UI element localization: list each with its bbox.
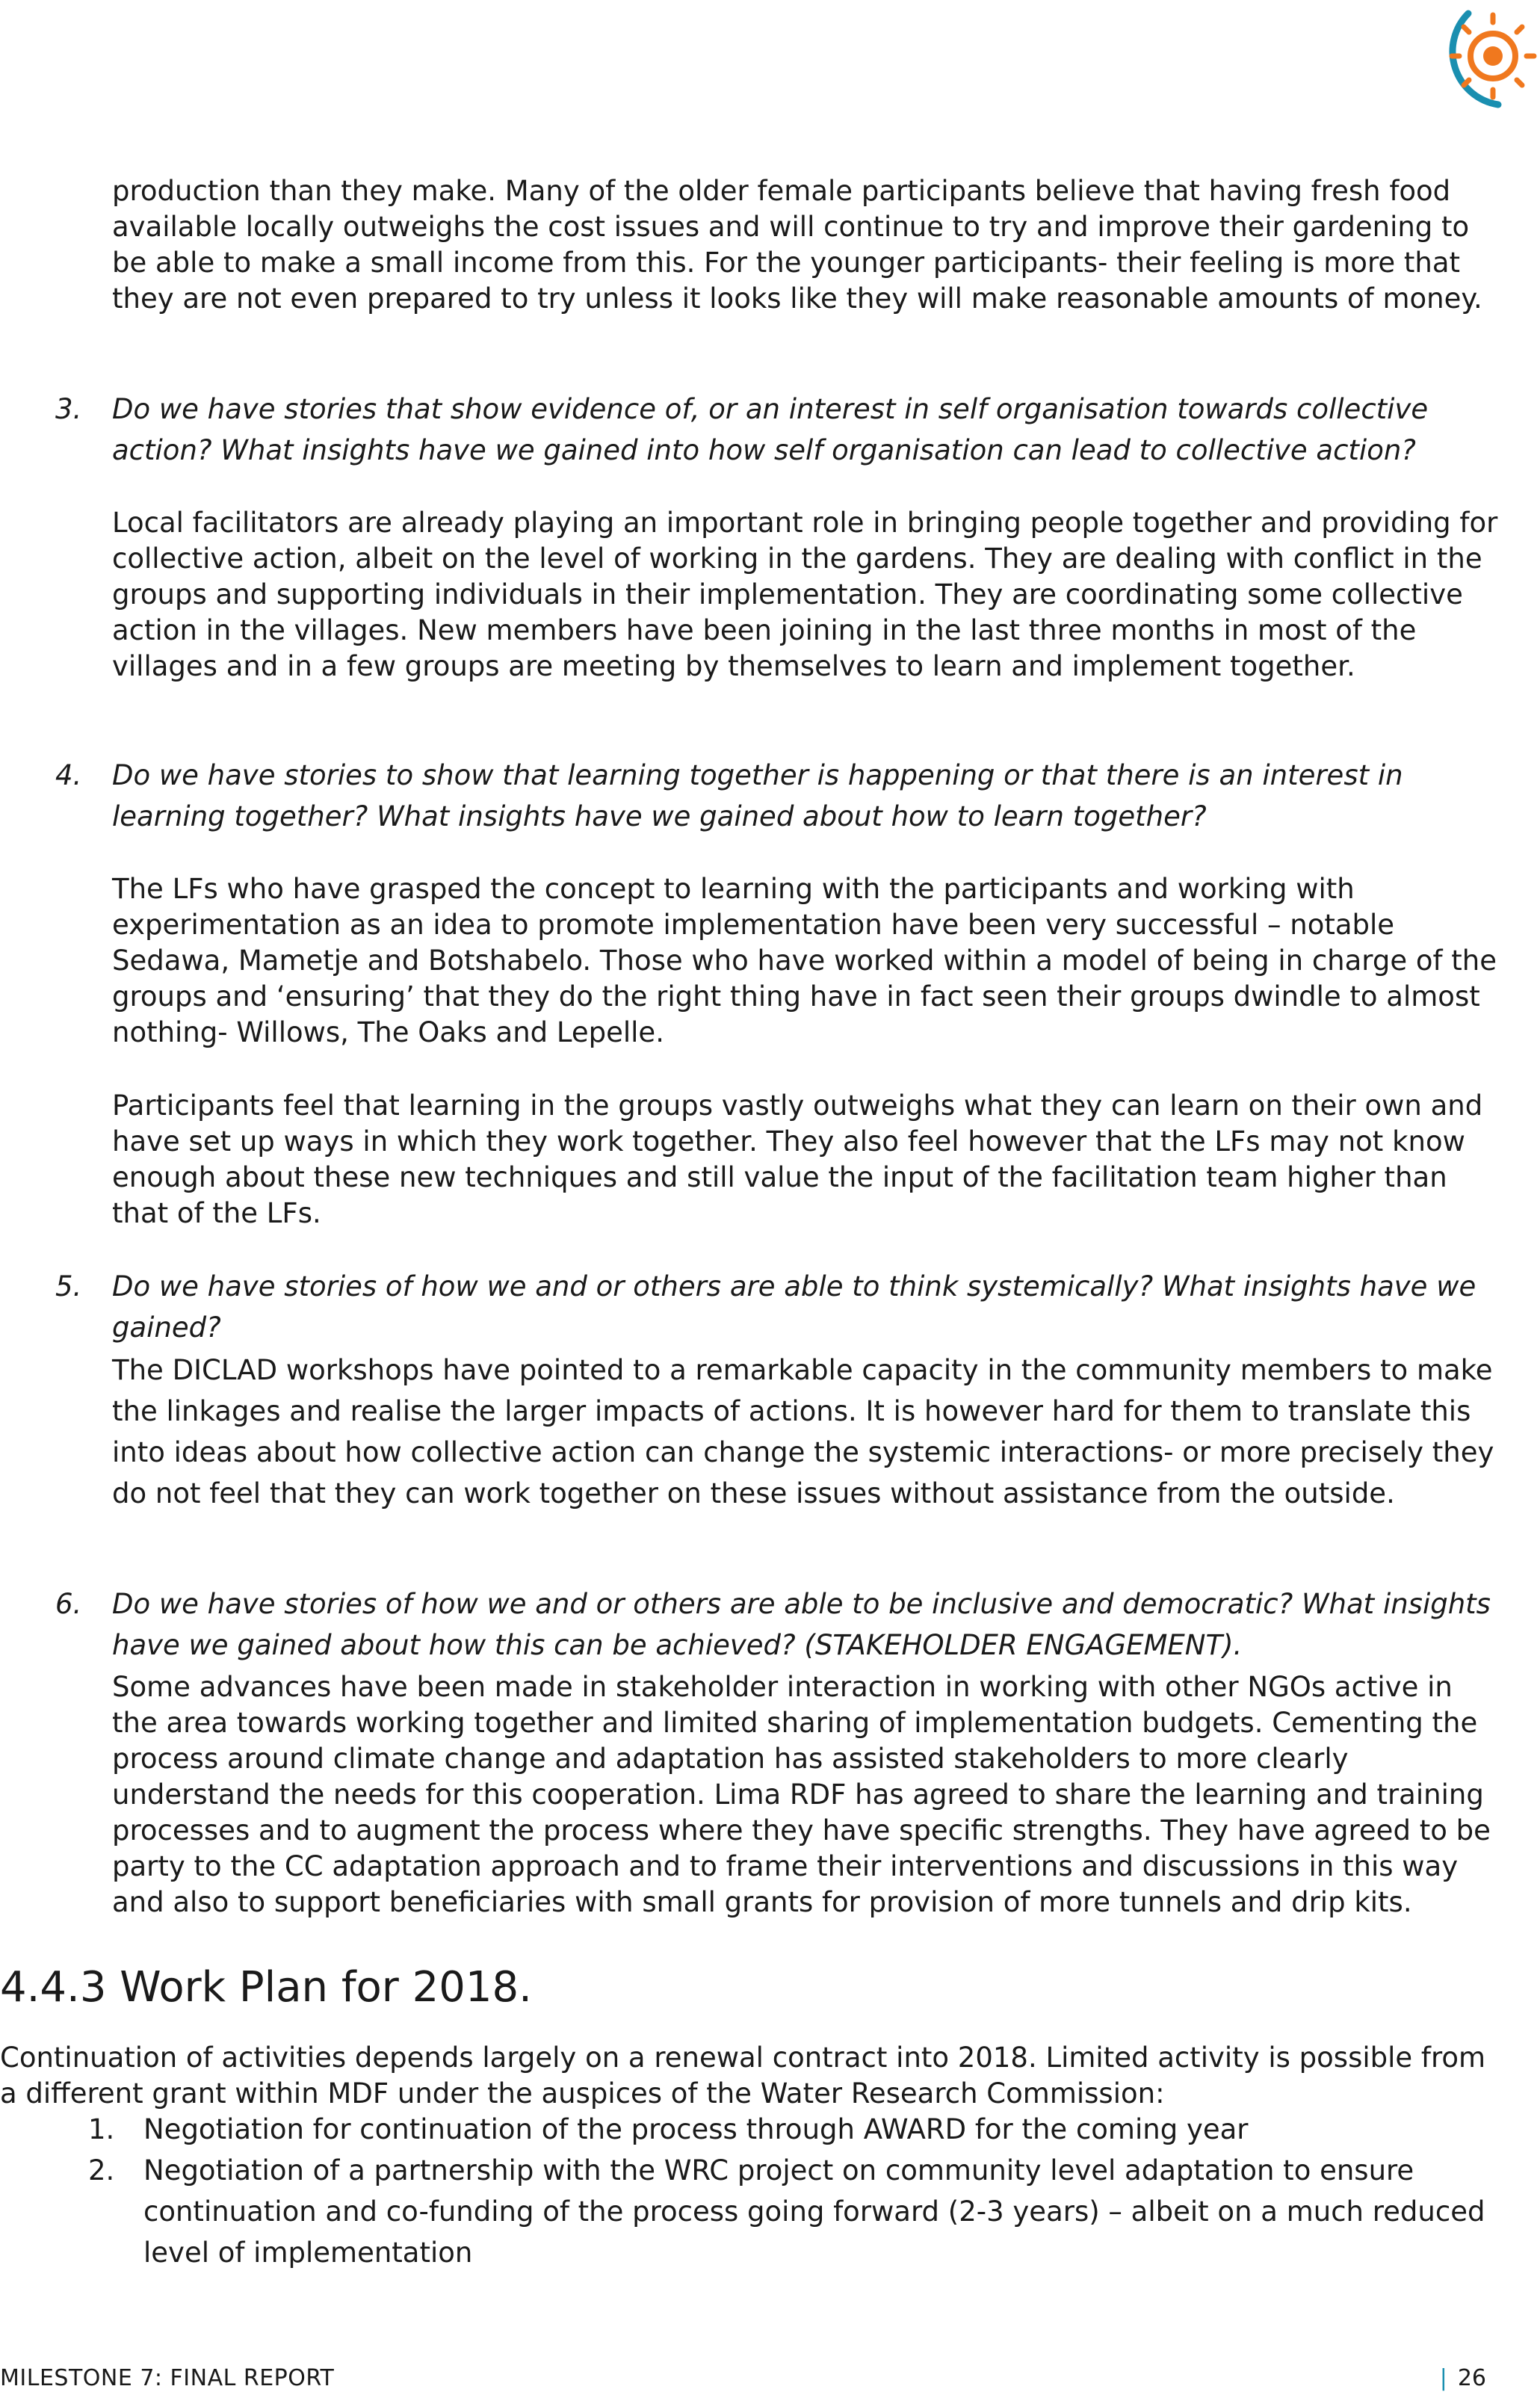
- question-3: [55, 389, 1502, 471]
- question-text: Do we have stories of how we and or others are able to think systemically? What insights have we gained?: [112, 1270, 1476, 1344]
- section-heading: 4.4.3 Work Plan for 2018.: [0, 1963, 532, 2012]
- list-item: [88, 2150, 1508, 2273]
- footer-report-title: MILESTONE 7: FINAL REPORT: [0, 2365, 335, 2391]
- page-number: 26: [1457, 2365, 1486, 2391]
- paragraph-younger-participants: production than they make. Many of the older female participants believe that having fresh food available locally outweighs the cost issues and will continue to try and improve their gardening to be able to make a small income from this. For the younger participants- their feeling is more that they are not even prepared to try unless it looks like they will make reasonable amounts of money.: [112, 175, 1482, 315]
- section-intro: Continuation of activities depends largely on a renewal contract into 2018. Limited activity is possible from a different grant within MDF under the auspices of the Water Research Commission:: [0, 2042, 1486, 2110]
- paragraph-lfs-learning: The LFs who have grasped the concept to learning with the participants and working with experimentation as an idea to promote implementation have been very successful – notable Sedawa, Mametje and Botshabelo. Those who have worked within a model of being in charge of the groups and ‘ensuring’ that they do the right thing have in fact seen their groups dwindle to almost nothing- Willows, The Oaks and Lepelle.: [112, 873, 1497, 1048]
- question-number: 4.: [55, 759, 82, 791]
- paragraph-local-facilitators: Local facilitators are already playing an important role in bringing people together and providing for collective action, albeit on the level of working in the gardens. They are dealing with conflict in the groups and supporting individuals in their implementation. They are coordinating some collective action in the villages. New members have been joining in the last three months in most of the villages and in a few groups are meeting by themselves to learn and implement together.: [112, 507, 1498, 682]
- list-number: 2.: [88, 2154, 115, 2187]
- sun-logo-icon: [1412, 0, 1540, 112]
- question-number: 5.: [55, 1270, 82, 1302]
- list-item: [88, 2109, 1508, 2150]
- list-number: 1.: [88, 2113, 115, 2145]
- question-number: 3.: [55, 393, 82, 425]
- paragraph-stakeholder-advances: Some advances have been made in stakeholder interaction in working with other NGOs active in the area towards working together and limited sharing of implementation budgets. Cementing the process around climate change and adaptation has assisted stakeholders to more clearly understand the needs for this cooperation. Lima RDF has agreed to share the learning and training processes and to augment the process where they have specific strengths. They have agreed to be party to the CC adaptation approach and to frame their interventions and discussions in this way and also to support beneficiaries with small grants for provision of more tunnels and drip kits.: [112, 1671, 1491, 1918]
- question-4: [55, 755, 1502, 837]
- question-number: 6.: [55, 1588, 82, 1620]
- paragraph-diclad-workshops: The DICLAD workshops have pointed to a remarkable capacity in the community members to make the linkages and realise the larger impacts of actions. It is however hard for them to translate this into ideas about how collective action can change the systemic interactions- or more precisely they do not feel that they can work together on these issues without assistance from the outside.: [112, 1354, 1494, 1509]
- question-text: Do we have stories that show evidence of, or an interest in self organisation towards collective action? What insights have we gained into how self organisation can lead to collective action?: [112, 393, 1429, 466]
- list-text: Negotiation for continuation of the process through AWARD for the coming year: [143, 2113, 1249, 2145]
- paragraph-participants-feel: Participants feel that learning in the groups vastly outweighs what they can learn on their own and have set up ways in which they work together. They also feel however that the LFs may not know enough about these new techniques and still value the input of the facilitation team higher than that of the LFs.: [112, 1090, 1483, 1229]
- question-5: [55, 1266, 1502, 1348]
- question-text: Do we have stories to show that learning together is happening or that there is an interest in learning together? What insights have we gained about how to learn together?: [112, 759, 1403, 832]
- footer-separator: |: [1439, 2365, 1447, 2391]
- question-6: [55, 1583, 1502, 1666]
- footer-page-number-area: [1440, 2365, 1486, 2392]
- list-text: Negotiation of a partnership with the WRC project on community level adaptation to ensure continuation and co-funding of the process going forward (2-3 years) – albeit on a much reduced level of implementation: [143, 2154, 1485, 2269]
- question-text: Do we have stories of how we and or others are able to be inclusive and democratic? What insights have we gained about how this can be achieved? (STAKEHOLDER ENGAGEMENT).: [112, 1588, 1491, 1661]
